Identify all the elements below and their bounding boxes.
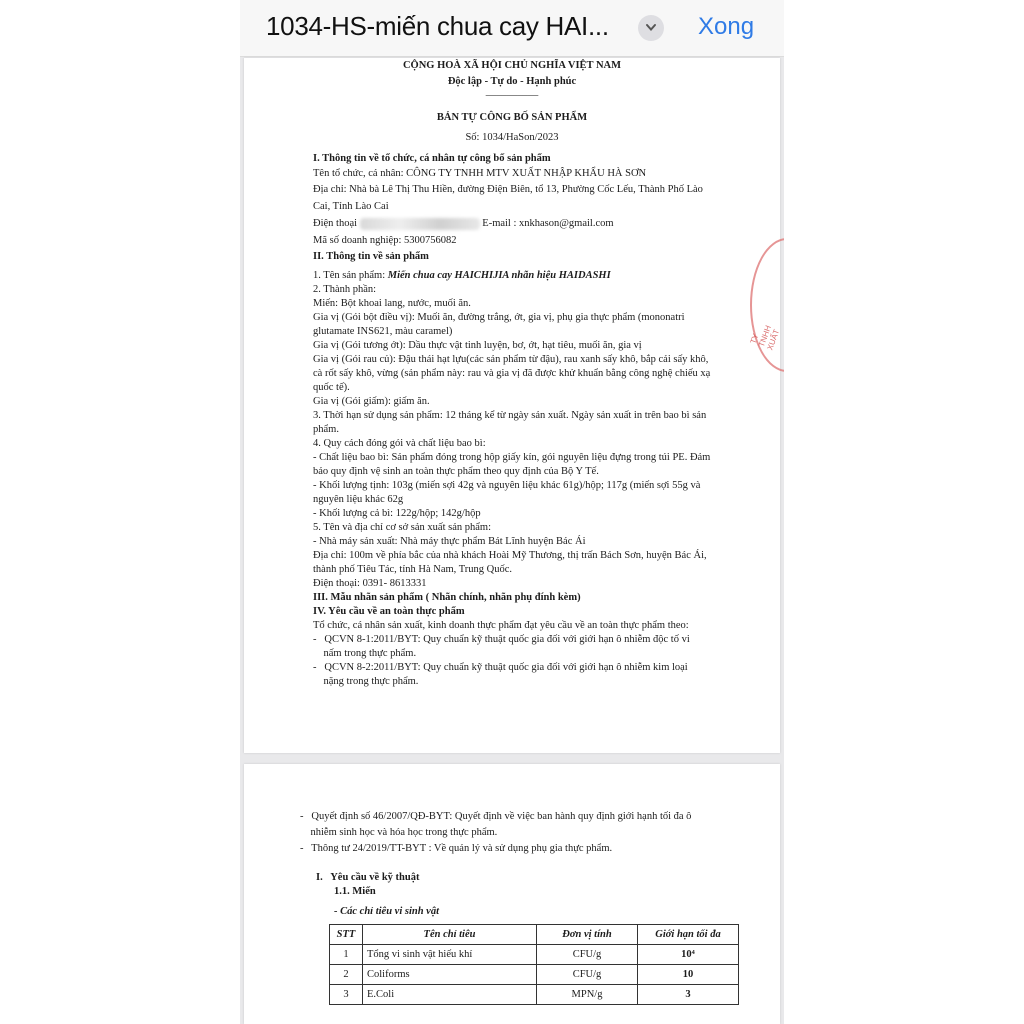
stamp-text: TY TNHH XUẤT bbox=[748, 324, 782, 352]
text-line: Tổ chức, cá nhân sản xuất, kinh doanh thực phẩm đạt yêu cầu về an toàn thực phẩm theo: bbox=[313, 620, 689, 631]
text-line: 4. Quy cách đóng gói và chất liệu bao bì: bbox=[313, 438, 486, 449]
table-cell: 1 bbox=[330, 945, 363, 965]
table-header-row bbox=[330, 925, 739, 945]
document-page-2 bbox=[244, 764, 780, 1024]
navigation-bar bbox=[240, 0, 784, 57]
text-line: cà rốt sấy khô, vừng (sản phẩm này: rau và gia vị đã được khử khuẩn bằng công nghệ chiếu xạ bbox=[313, 368, 711, 379]
product-name-label: 1. Tên sản phẩm: bbox=[313, 270, 388, 281]
text-line: Cai, Tỉnh Lào Cai bbox=[313, 201, 389, 212]
document-page-1 bbox=[244, 58, 780, 753]
text-line: Địa chỉ: 100m về phía bắc của nhà khách Hoài Mỹ Thương, thị trấn Bách Sơn, huyện Bác Ái, bbox=[313, 550, 707, 561]
section-heading: II. Thông tin về sản phẩm bbox=[313, 251, 429, 262]
subsection-heading: 1.1. Miến bbox=[334, 886, 376, 897]
text-line: Tên tổ chức, cá nhân: CÔNG TY TNHH MTV XUẤT NHẬP KHẨU HÀ SƠN bbox=[313, 168, 647, 179]
doc-title: BẢN TỰ CÔNG BỐ SẢN PHẨM bbox=[436, 112, 588, 123]
text-line: 2. Thành phần: bbox=[313, 284, 377, 295]
table-cell: E.Coli bbox=[363, 985, 537, 1005]
text-line: Điện thoại: 0391- 8613331 bbox=[313, 578, 427, 589]
table-cell: 10⁴ bbox=[638, 945, 739, 965]
text-line: 5. Tên và địa chỉ cơ sở sản xuất sản phẩm: bbox=[313, 522, 491, 533]
table-cell: 3 bbox=[638, 985, 739, 1005]
text-line: Gia vị (Gói rau củ): Đậu thái hạt lựu(các sản phẩm từ đậu), rau xanh sấy khô, bắp cải sấy khô, bbox=[313, 354, 709, 365]
text-line: Địa chỉ: Nhà bà Lê Thị Thu Hiền, đường Điện Biên, tổ 13, Phường Cốc Lếu, Thành Phố Lào bbox=[313, 184, 703, 195]
text-line: nguyên liệu khác 62g bbox=[313, 494, 404, 505]
product-name: Miến chua cay HAICHIJIA nhãn hiệu HAIDASHI bbox=[387, 270, 611, 281]
text-line: Miến: Bột khoai lang, nước, muối ăn. bbox=[313, 298, 471, 309]
text-line: - Quyết định số 46/2007/QĐ-BYT: Quyết định về việc ban hành quy định giới hạnh tối đa ô bbox=[300, 811, 692, 822]
text-line: bảo quy định vệ sinh an toàn thực phẩm theo quy định của Bộ Y Tế. bbox=[313, 466, 599, 477]
text-line: 3. Thời hạn sử dụng sản phẩm: 12 tháng kể từ ngày sản xuất. Ngày sản xuất in trên bao bì sản bbox=[313, 410, 707, 421]
table-cell: Coliforms bbox=[363, 965, 537, 985]
text-line: Gia vị (Gói bột điều vị): Muối ăn, đường trắng, ớt, gia vị, phụ gia thực phẩm (mononatri bbox=[313, 312, 685, 323]
microbiological-criteria-table bbox=[329, 924, 739, 1005]
table-cell: 3 bbox=[330, 985, 363, 1005]
text-line: nặng trong thực phẩm. bbox=[313, 676, 419, 687]
done-button[interactable]: Xong bbox=[698, 13, 755, 40]
table-header: Tên chỉ tiêu bbox=[363, 925, 537, 945]
text-line: - QCVN 8-2:2011/BYT: Quy chuẩn kỹ thuật quốc gia đối với giới hạn ô nhiễm kim loại bbox=[313, 662, 688, 673]
text-line: - Thông tư 24/2019/TT-BYT : Về quản lý và sử dụng phụ gia thực phẩm. bbox=[300, 843, 613, 854]
table-row bbox=[330, 985, 739, 1005]
text-line: Mã số doanh nghiệp: 5300756082 bbox=[313, 235, 457, 246]
chevron-down-icon bbox=[645, 23, 657, 33]
text-line: thành phố Tiêu Tác, tỉnh Hà Nam, Trung Quốc. bbox=[313, 564, 513, 575]
table-header: Giới hạn tối đa bbox=[638, 925, 739, 945]
divider: __________ bbox=[485, 86, 539, 97]
text-line: - Khối lượng tịnh: 103g (miến sợi 42g và nguyên liệu khác 61g)/hộp; 117g (miến sợi 55g và bbox=[313, 480, 701, 491]
table-header: STT bbox=[330, 925, 363, 945]
phone-label: Điện thoại bbox=[313, 218, 358, 229]
title-menu-button[interactable] bbox=[638, 15, 664, 41]
text-line: nhiễm sinh học và hóa học trong thực phẩm. bbox=[300, 827, 498, 838]
text-line: - Nhà máy sản xuất: Nhà máy thực phẩm Bát Lĩnh huyện Bác Ái bbox=[313, 536, 586, 547]
text-line: - QCVN 8-1:2011/BYT: Quy chuẩn kỹ thuật quốc gia đối với giới hạn ô nhiễm độc tố vi bbox=[313, 634, 690, 645]
table-cell: Tổng vi sinh vật hiếu khí bbox=[363, 945, 537, 965]
section-heading: IV. Yêu cầu về an toàn thực phẩm bbox=[313, 606, 465, 617]
table-cell: MPN/g bbox=[537, 985, 638, 1005]
text-line: quốc tế). bbox=[313, 382, 350, 393]
text-line: glutamate INS621, màu caramel) bbox=[313, 326, 453, 337]
product-name-line bbox=[313, 269, 611, 282]
nation-heading: CỘNG HOÀ XÃ HỘI CHỦ NGHĨA VIỆT NAM bbox=[402, 60, 622, 71]
document-title: 1034-HS-miến chua cay HAI... bbox=[266, 11, 609, 41]
doc-number: Số: 1034/HaSon/2023 bbox=[465, 132, 559, 143]
company-stamp bbox=[750, 238, 784, 372]
section-heading: I. Yêu cầu về kỹ thuật bbox=[316, 872, 420, 883]
table-cell: CFU/g bbox=[537, 945, 638, 965]
text-line: nấm trong thực phẩm. bbox=[313, 648, 417, 659]
email-text: E-mail : xnkhason@gmail.com bbox=[482, 218, 614, 229]
text-line: Gia vị (Gói tương ớt): Dầu thực vật tinh luyện, bơ, ớt, hạt tiêu, muối ăn, gia vị bbox=[313, 340, 642, 351]
text-line: Gia vị (Gói giấm): giấm ăn. bbox=[313, 396, 430, 407]
text-line: phẩm. bbox=[313, 424, 339, 435]
text-line: - Chất liệu bao bì: Sản phẩm đóng trong hộp giấy kín, gói nguyên liệu đựng trong túi PE. Đảm bbox=[313, 452, 711, 463]
document-viewer bbox=[240, 0, 784, 1024]
section-heading: I. Thông tin về tổ chức, cá nhân tự công bố sản phẩm bbox=[313, 153, 551, 164]
section-heading: III. Mẫu nhãn sản phẩm ( Nhãn chính, nhãn phụ đính kèm) bbox=[313, 592, 581, 603]
table-header: Đơn vị tính bbox=[537, 925, 638, 945]
redacted-phone bbox=[360, 218, 480, 230]
table-row bbox=[330, 945, 739, 965]
phone-line bbox=[313, 217, 614, 230]
motto: Độc lập - Tự do - Hạnh phúc bbox=[447, 76, 577, 87]
table-cell: CFU/g bbox=[537, 965, 638, 985]
table-row bbox=[330, 965, 739, 985]
subsubsection-heading: - Các chỉ tiêu vi sinh vật bbox=[334, 906, 439, 917]
table-cell: 2 bbox=[330, 965, 363, 985]
text-line: - Khối lượng cả bì: 122g/hộp; 142g/hộp bbox=[313, 508, 481, 519]
table-cell: 10 bbox=[638, 965, 739, 985]
